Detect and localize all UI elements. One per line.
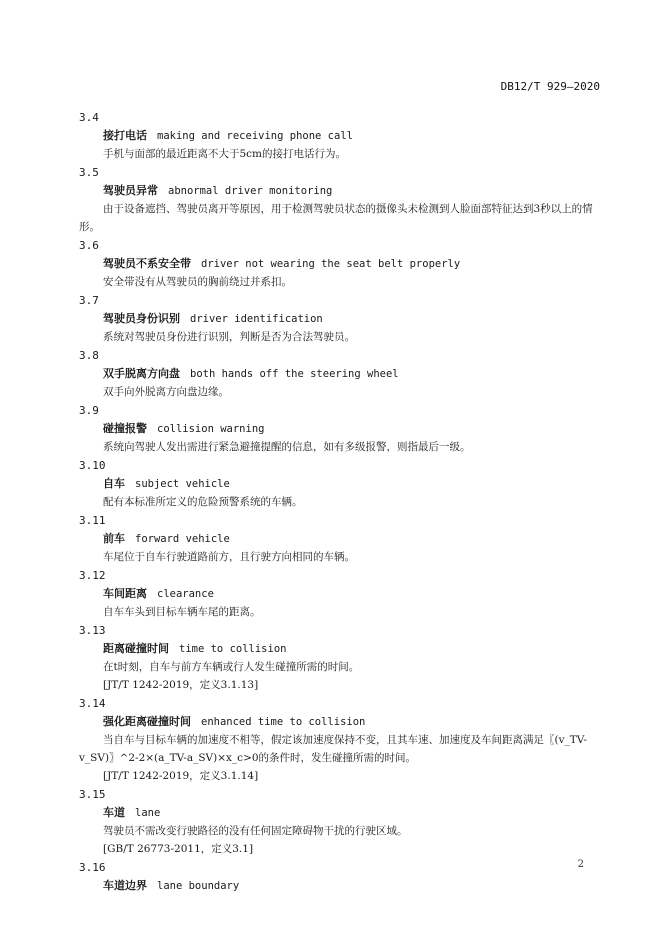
term-chinese: 车道 [103, 806, 125, 819]
term-definition: 安全带没有从驾驶员的胸前绕过并系扣。 [103, 276, 292, 288]
term-heading [103, 713, 599, 731]
term-entry [79, 402, 599, 456]
term-source: [GB/T 26773-2011，定义3.1] [103, 843, 254, 855]
term-entry [79, 109, 599, 163]
term-heading [103, 182, 599, 200]
term-chinese: 车道边界 [103, 879, 147, 892]
term-entry [79, 567, 599, 621]
term-definition: 在t时刻，自车与前方车辆或行人发生碰撞所需的时间。 [103, 661, 360, 673]
term-heading [103, 585, 599, 603]
section-number: 3.4 [79, 111, 99, 124]
term-definition: 系统对驾驶员身份进行识别，判断是否为合法驾驶员。 [103, 331, 355, 343]
term-definition: 双手向外脱离方向盘边缘。 [103, 386, 229, 398]
term-chinese: 自车 [103, 477, 125, 490]
section-number: 3.9 [79, 404, 99, 417]
term-entry [79, 786, 599, 858]
term-heading [103, 530, 599, 548]
term-chinese: 车间距离 [103, 587, 147, 600]
term-chinese: 双手脱离方向盘 [103, 367, 180, 380]
section-number: 3.14 [79, 697, 106, 710]
term-chinese: 驾驶员不系安全带 [103, 257, 191, 270]
term-definition: 系统向驾驶人发出需进行紧急避撞提醒的信息，如有多级报警，则指最后一级。 [103, 441, 471, 453]
term-chinese: 驾驶员异常 [103, 184, 158, 197]
term-english: clearance [157, 588, 214, 600]
term-chinese: 强化距离碰撞时间 [103, 715, 191, 728]
term-source: [JT/T 1242-2019，定义3.1.14] [103, 770, 259, 782]
term-heading [103, 877, 599, 895]
term-heading [103, 640, 599, 658]
term-source: [JT/T 1242-2019，定义3.1.13] [103, 679, 259, 691]
term-english: making and receiving phone call [157, 130, 353, 142]
term-entry [79, 164, 599, 236]
term-english: subject vehicle [135, 478, 230, 490]
section-number: 3.15 [79, 788, 106, 801]
term-heading [103, 365, 599, 383]
term-heading [103, 127, 599, 145]
term-english: driver identification [190, 313, 323, 325]
term-definition: 由于设备遮挡、驾驶员离开等原因，用于检测驾驶员状态的摄像头未检测到人脸面部特征达到3秒以上的情形。 [79, 203, 593, 233]
term-entry [79, 622, 599, 694]
term-definition: 当自车与目标车辆的加速度不相等，假定该加速度保持不变，且其车速、加速度及车间距离满足〖(v_TV-v_SV)〗^2-2×(a_TV-a_SV)×x_c>0的条件时，发生碰撞所需的时间。 [79, 734, 587, 764]
term-entry [79, 347, 599, 401]
section-number: 3.10 [79, 459, 106, 472]
section-number: 3.11 [79, 514, 106, 527]
term-definition: 车尾位于自车行驶道路前方，且行驶方向相同的车辆。 [103, 551, 355, 563]
term-chinese: 前车 [103, 532, 125, 545]
term-english: abnormal driver monitoring [168, 185, 333, 197]
term-entry [79, 292, 599, 346]
term-english: lane [135, 807, 161, 819]
term-chinese: 距离碰撞时间 [103, 642, 169, 655]
page-number: 2 [577, 859, 584, 870]
term-definition: 驾驶员不需改变行驶路径的没有任何固定障碍物干扰的行驶区域。 [103, 825, 408, 837]
term-entry [79, 237, 599, 291]
section-number: 3.7 [79, 294, 99, 307]
term-english: both hands off the steering wheel [190, 368, 399, 380]
document-id: DB12/T 929—2020 [500, 80, 600, 93]
section-number: 3.12 [79, 569, 106, 582]
term-heading [103, 475, 599, 493]
term-definition: 手机与面部的最近距离不大于5cm的接打电话行为。 [103, 148, 347, 160]
term-english: collision warning [157, 423, 265, 435]
section-number: 3.5 [79, 166, 99, 179]
term-english: lane boundary [157, 880, 240, 892]
term-heading [103, 310, 599, 328]
term-english: enhanced time to collision [201, 716, 366, 728]
term-heading [103, 255, 599, 273]
term-english: driver not wearing the seat belt properly [201, 258, 461, 270]
section-number: 3.8 [79, 349, 99, 362]
term-entry [79, 512, 599, 566]
term-entry [79, 859, 599, 895]
term-english: forward vehicle [135, 533, 230, 545]
term-definition: 配有本标准所定义的危险预警系统的车辆。 [103, 496, 303, 508]
term-heading [103, 804, 599, 822]
term-chinese: 接打电话 [103, 129, 147, 142]
term-entry [79, 695, 599, 785]
term-heading [103, 420, 599, 438]
section-number: 3.13 [79, 624, 106, 637]
term-entry [79, 457, 599, 511]
term-english: time to collision [179, 643, 287, 655]
term-chinese: 驾驶员身份识别 [103, 312, 180, 325]
term-definition: 自车车头到目标车辆车尾的距离。 [103, 606, 261, 618]
term-chinese: 碰撞报警 [103, 422, 147, 435]
section-number: 3.6 [79, 239, 99, 252]
terms-list [79, 108, 599, 895]
section-number: 3.16 [79, 861, 106, 874]
